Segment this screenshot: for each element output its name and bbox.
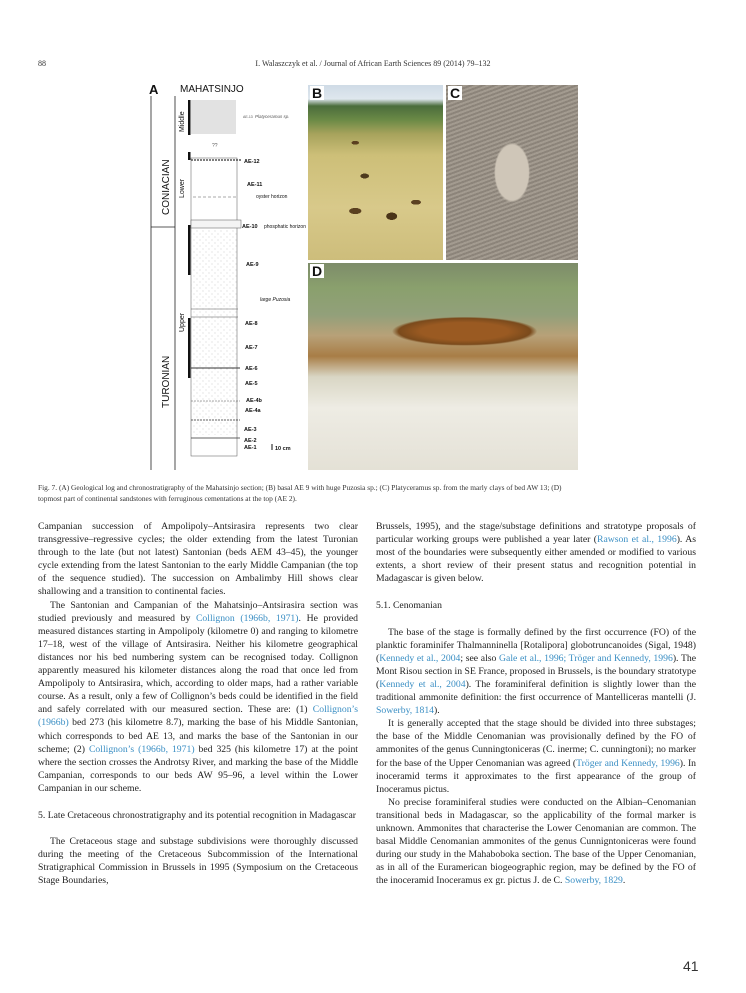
journal-page-number: 88	[38, 59, 46, 68]
running-head: I. Walaszczyk et al. / Journal of African Earth Sciences 89 (2014) 79–132	[255, 59, 491, 68]
bed-label-ae2: AE-2	[244, 438, 257, 444]
subsection-heading: 5.1. Cenomanian	[376, 600, 442, 612]
text: ).	[434, 705, 440, 717]
bed-label-ae7: AE-7	[245, 345, 258, 351]
bed-label-ae9: AE-9	[246, 262, 259, 268]
scale-bar-label: 10 cm	[275, 446, 291, 452]
text: Brussels, 1995), and the stage/substage definitions and stratotype proposals of particular working groups were published a year later (	[376, 521, 696, 546]
panel-label-a: A	[149, 82, 159, 97]
text: The base of the stage is formally defined by the first occurrence (FO) of the planktic foraminifer Thalmanninella [Rotalipora] globotruncanoides (Sigal, 1948) (	[376, 626, 696, 664]
citation-link[interactable]: Kennedy et al., 2004	[379, 652, 461, 664]
stage-turonian: TURONIAN	[161, 355, 172, 408]
text: ; see also	[460, 652, 500, 664]
substage-upper: Upper	[179, 312, 186, 332]
text: .	[622, 875, 626, 887]
paragraph	[376, 796, 696, 888]
text: The Santonian and Campanian of the Mahatsinjo–Antsirasira section was studied previously and measured by	[38, 599, 358, 624]
bed-label-ae8: AE-8	[245, 321, 258, 327]
photo-panel-d	[308, 263, 578, 470]
bed-label-ae11: AE-11	[247, 182, 263, 188]
citation-link[interactable]: Kennedy et al., 2004	[379, 678, 466, 690]
panel-label-b: B	[312, 85, 323, 101]
bed-label-ae5: AE-5	[245, 381, 258, 387]
text: ). In inoceramid terms it approximates to the first appearance of the group of Inoceramus pictus.	[376, 757, 697, 795]
substage-middle: Middle	[179, 111, 186, 132]
panel-label-c: C	[450, 85, 461, 101]
figure-7	[148, 80, 578, 470]
right-column	[376, 520, 696, 887]
paragraph	[376, 717, 696, 796]
citation-link[interactable]: Rawson et al., 1996	[597, 534, 677, 546]
caption-line-2: topmost part of continental sandstones with ferruginous cementations at the top (AE 2).	[38, 494, 297, 503]
text: ). As most of the boundaries were subsequently either amended or modified to various extents, a short review of their present status and recognition potential in Madagascar is given below.	[376, 534, 696, 585]
caption-line-1: Fig. 7. (A) Geological log and chronostratigraphy of the Mahatsinjo section; (B) basal AE 9 with huge Puzosia sp.; (C) Platyceramus sp. from the marly clays of bed AW 13; (D)	[38, 483, 562, 492]
bed-label-ae3: AE-3	[244, 427, 257, 433]
citation-link[interactable]: Sowerby, 1829	[564, 875, 623, 887]
citation-link[interactable]: Collignon’s (1966b, 1971)	[88, 743, 195, 755]
annotation-large-puzosia: large Puzosia	[260, 297, 291, 303]
bed-label-ae6: AE-6	[245, 366, 258, 372]
substage-lower: Lower	[179, 178, 186, 198]
annotation-phosphatic-horizon: phosphatic horizon	[264, 224, 306, 230]
geological-log-panel-a	[148, 80, 308, 470]
bed-label-ae4b: AE-4b	[246, 398, 262, 404]
left-column	[38, 520, 358, 887]
text: bed 325 (his kilometre 17) at the point where the section crosses the Androtsy River, and marking the base of the Middle Campanian, corresponds to our beds AW 95–96, a level within the Lower Campanian in our scheme.	[38, 743, 358, 794]
stage-coniacian: CONIACIAN	[161, 159, 172, 215]
citation-link[interactable]: Collignon’s (1966b)	[38, 704, 358, 729]
bed-label-ae1: AE-1	[244, 445, 257, 451]
photo-panel-b	[308, 85, 443, 260]
text: ). The foraminiferal definition is slightly lower than the traditional ammonite definition: the first occurrence of Mantelliceras mantelli (J.	[376, 678, 697, 704]
citation-link[interactable]: Collignon (1966b, 1971)	[195, 612, 299, 624]
text: No precise foraminiferal studies were conducted on the Albian–Cenomanian transitional beds in Madagascar, so the applicability of the formal marker is unknown. Ammonites that characterise the Lower Cenomanian are common. The basal Middle Cenomanian ammonites of the genus Cunnigntoniceras were found during our study in the Mahaboboka section. The base of the Upper Cenomanian, as in all of the Euramerican biogeographic region, may be defined by the FO of the inoceramid Inoceramus ex gr. pictus J. de C.	[376, 796, 696, 887]
citation-link[interactable]: Tröger and Kennedy, 1996	[576, 757, 680, 769]
bed-label-ae13: AE-13	[243, 115, 253, 119]
citation-link[interactable]: Gale et al., 1996; Tröger and Kennedy, 1996	[499, 652, 673, 664]
text: . He provided measured distances starting in Ampolipoly (kilometre 0) and ranging to kilometre 17–18, west of the village of Antsirasira. Neither his kilometre geographical distances nor his bed numbering system can be recognised today. Collignon apparently measured his kilometer distances along the road that once led from Ampolipoly to Antsirasira, which, according to older maps, had a rather variable course. As a result, only a few of Collignon’s beds could be identified in the field and safely correlated with our measured section. These are: (1)	[38, 612, 358, 716]
paragraph: Campanian succession of Ampolipoly–Antsirasira represents two clear transgressive–regressive cycles; the older extending from the latest Turonian through to the late (but not latest) Santonian (beds AEM 43–45), the younger cycle extending from the latest Santonian to the early Middle Campanian (the top of the sequence studied). The succession on Ambalimby Hill shows clear shallowing and a transition to continental facies.	[38, 521, 358, 598]
text: ). The Mont Risou section in SE France, proposed in Brussels, is the boundary stratotype (	[376, 652, 697, 690]
section-heading: 5. Late Cretaceous chronostratigraphy and its potential recognition in Madagascar	[38, 809, 356, 821]
paragraph	[376, 520, 696, 585]
page-number: 41	[683, 958, 699, 974]
log-title: MAHATSINJO	[180, 84, 244, 95]
bed-label-ae12: AE-12	[244, 159, 260, 165]
bed-label-ae4a: AE-4a	[245, 408, 261, 414]
citation-link[interactable]: Sowerby, 1814	[376, 705, 435, 717]
annotation-oyster-horizon: oyster horizon	[256, 194, 288, 200]
panel-label-d: D	[312, 263, 323, 279]
photo-panel-c	[446, 85, 578, 260]
bed-label-ae10: AE-10	[242, 224, 258, 230]
annotation-unknown: ??	[212, 143, 218, 149]
figure-caption	[38, 482, 708, 504]
paragraph: The Cretaceous stage and substage subdivisions were thoroughly discussed during the meeting of the Cretaceous Subcommission of the International Stratigraphical Commission in Brussels in 1995 (Symposium on the Cretaceous Stage Boundaries,	[38, 836, 358, 887]
paragraph	[38, 599, 358, 795]
text: It is generally accepted that the stage should be divided into three substages; the base of the Middle Cenomanian was provisionally defined by the FO of ammonites of the genus Cunningtoniceras (C. inerme; C. cunningtoni); no marker for the base of the Upper Cenomanian was agreed (	[376, 718, 696, 769]
text: bed 273 (his kilometre 8.7), marking the base of his Middle Santonian, which corresponds to bed AE 13, and marks the base of the Santonian in our scheme; (2)	[38, 717, 358, 755]
paragraph	[376, 626, 696, 718]
annotation-platyceramus: Platyceramus sp.	[255, 114, 290, 119]
